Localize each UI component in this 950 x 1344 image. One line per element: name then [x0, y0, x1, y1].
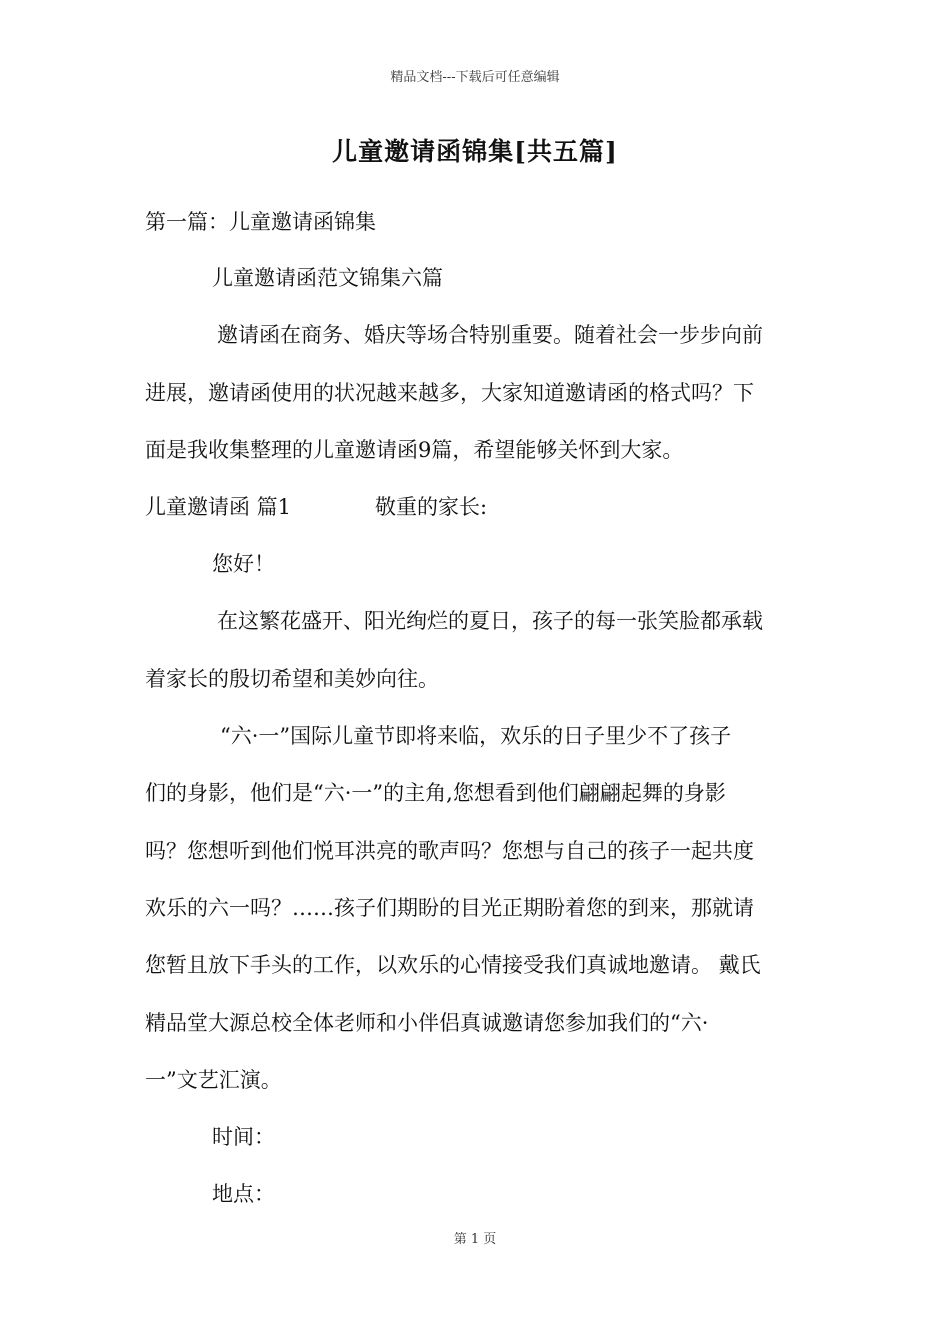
- place-label: 地点：: [212, 1182, 275, 1206]
- page-header: 精品文档---下载后可任意编辑: [390, 70, 560, 85]
- greeting: 您好！: [212, 552, 275, 576]
- para1-line-2: 着家长的殷切希望和美妙向往。: [145, 667, 439, 691]
- para2-line-4: 欢乐的六一吗？……孩子们期盼的目光正期盼着您的到来，那就请: [145, 896, 754, 920]
- letter-label: 儿童邀请函 篇1: [145, 495, 292, 519]
- para2-line-1: “六·一”国际儿童节即将来临，欢乐的日子里少不了孩子: [220, 724, 732, 748]
- intro-line-2: 进展，邀请函使用的状况越来越多，大家知道邀请函的格式吗？下: [145, 381, 754, 405]
- time-label: 时间：: [212, 1125, 275, 1149]
- page-footer: 第 1 页: [453, 1232, 497, 1247]
- para2-line-7: 一”文艺汇演。: [145, 1068, 282, 1092]
- para1-line-1: 在这繁花盛开、阳光绚烂的夏日，孩子的每一张笑脸都承载: [217, 609, 763, 633]
- para2-line-2: 们的身影，他们是“六·一”的主角,您想看到他们翩翩起舞的身影: [145, 781, 726, 805]
- salutation: 敬重的家长:: [375, 495, 488, 519]
- para2-line-6: 精品堂大源总校全体老师和小伴侣真诚邀请您参加我们的“六·: [145, 1011, 709, 1035]
- section-heading: 第一篇：儿童邀请函锦集: [145, 210, 376, 234]
- para2-line-5: 您暂且放下手头的工作，以欢乐的心情接受我们真诚地邀请。 戴氏: [145, 953, 761, 977]
- para2-line-3: 吗？您想听到他们悦耳洪亮的歌声吗？您想与自己的孩子一起共度: [145, 839, 754, 863]
- subheading: 儿童邀请函范文锦集六篇: [212, 266, 443, 290]
- intro-line-1: 邀请函在商务、婚庆等场合特别重要。随着社会一步步向前: [217, 323, 763, 347]
- document-title: 儿童邀请函锦集[共五篇]: [332, 137, 618, 166]
- intro-line-3: 面是我收集整理的儿童邀请函9篇，希望能够关怀到大家。: [145, 438, 684, 462]
